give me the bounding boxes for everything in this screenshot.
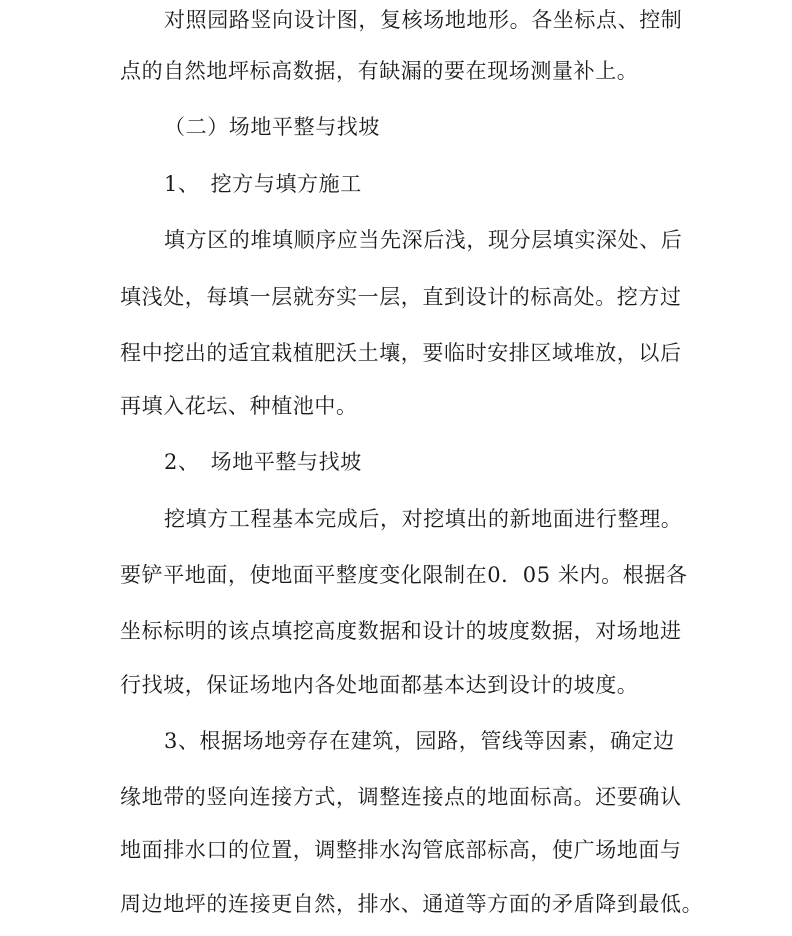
text-line-11: 要铲平地面，使地面平整度变化限制在0．05 米内。根据各 [120, 563, 688, 587]
text-line-16: 地面排水口的位置，调整排水沟管底部标高，使广场地面与 [120, 838, 682, 862]
text-line-7: 程中挖出的适宜栽植肥沃土壤，要临时安排区域堆放，以后 [120, 341, 682, 365]
text-line-8: 再填入花坛、种植池中。 [120, 394, 358, 418]
text-line-14: 3、根据场地旁存在建筑，园路，管线等因素，确定边 [164, 729, 675, 753]
section-heading-2: （二）场地平整与找坡 [164, 115, 380, 139]
text-line-5: 填方区的堆填顺序应当先深后浅，现分层填实深处、后 [164, 228, 683, 252]
text-line-6: 填浅处，每填一层就夯实一层，直到设计的标高处。挖方过 [120, 285, 682, 309]
text-line-15: 缘地带的竖向连接方式，调整连接点的地面标高。还要确认 [120, 785, 682, 809]
text-line-13: 行找坡，保证场地内各处地面都基本达到设计的坡度。 [120, 673, 639, 697]
text-line-2: 点的自然地坪标高数据，有缺漏的要在现场测量补上。 [120, 59, 639, 83]
subheading-1: 1、 挖方与填方施工 [164, 172, 362, 196]
text-line-12: 坐标标明的该点填挖高度数据和设计的坡度数据，对场地进 [120, 619, 682, 643]
text-line-10: 挖填方工程基本完成后，对挖填出的新地面进行整理。 [164, 507, 683, 531]
text-line-17: 周边地坪的连接更自然，排水、通道等方面的矛盾降到最低。 [120, 892, 704, 916]
subheading-2: 2、 场地平整与找坡 [164, 450, 362, 474]
text-line-1: 对照园路竖向设计图，复核场地地形。各坐标点、控制 [164, 8, 683, 32]
